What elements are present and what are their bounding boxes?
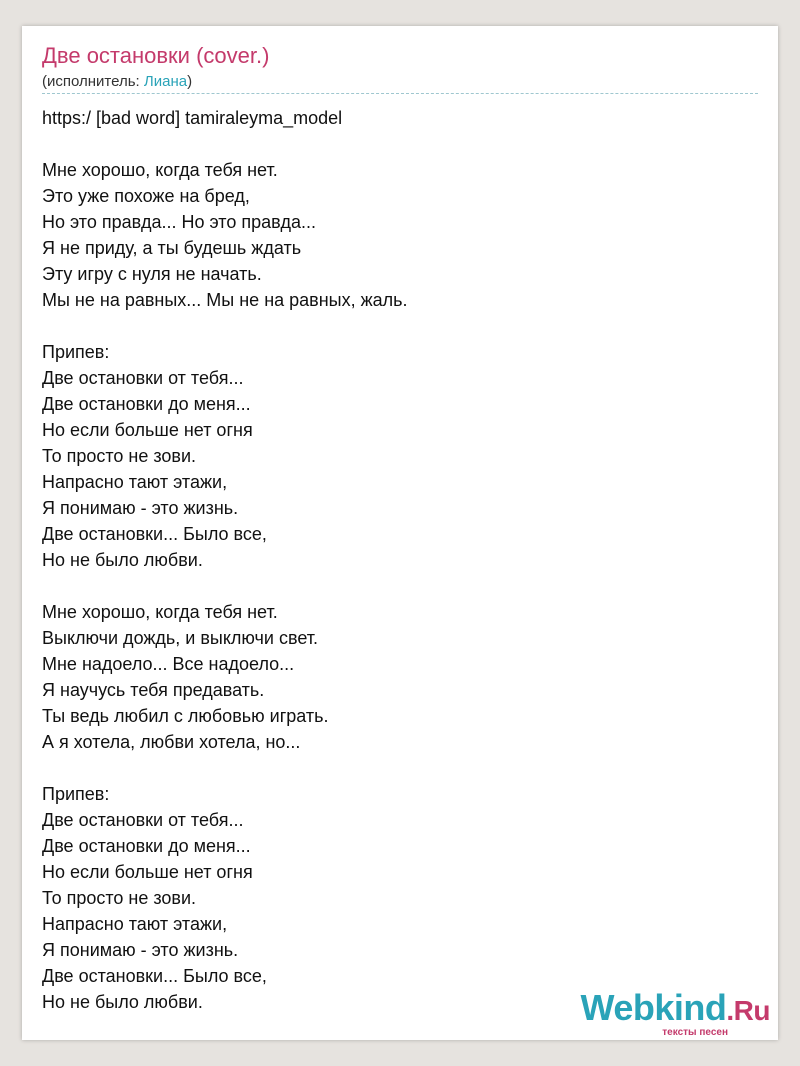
song-title: Две остановки (cover.) xyxy=(42,43,270,68)
lyric-line: Две остановки от тебя... xyxy=(42,810,244,830)
lyrics-card xyxy=(22,26,778,1040)
lyric-line: То просто не зови. xyxy=(42,888,197,908)
lyric-line: https:/ [bad word] tamiraleyma_model xyxy=(42,108,343,128)
lyric-line: Но это правда... Но это правда... xyxy=(42,212,316,232)
stanza-gap xyxy=(42,755,408,781)
lyric-line: Две остановки от тебя... xyxy=(42,368,244,388)
lyric-line: Я понимаю - это жизнь. xyxy=(42,498,239,518)
stanza-gap xyxy=(42,573,408,599)
lyric-line: Но если больше нет огня xyxy=(42,420,253,440)
logo-subtitle: тексты песен xyxy=(662,1027,728,1038)
lyric-line: Выключи дождь, и выключи свет. xyxy=(42,628,318,648)
lyric-line: Эту игру с нуля не начать. xyxy=(42,264,262,284)
logo-wordmark xyxy=(580,987,770,1029)
artist-line xyxy=(42,73,192,90)
lyric-line: То просто не зови. xyxy=(42,446,197,466)
lyric-line: Две остановки... Было все, xyxy=(42,966,267,986)
lyric-line: А я хотела, любви хотела, но... xyxy=(42,732,301,752)
lyric-line: Я научусь тебя предавать. xyxy=(42,680,265,700)
lyric-line: Но не было любви. xyxy=(42,550,203,570)
lyric-line: Ты ведь любил с любовью играть. xyxy=(42,706,329,726)
lyrics-text xyxy=(42,105,408,1015)
lyric-line: Но не было любви. xyxy=(42,992,203,1012)
lyric-line: Я понимаю - это жизнь. xyxy=(42,940,239,960)
lyric-line: Мне хорошо, когда тебя нет. xyxy=(42,602,278,622)
lyric-line: Припев: xyxy=(42,784,110,804)
artist-suffix: ) xyxy=(187,73,193,90)
lyric-line: Я не приду, а ты будешь ждать xyxy=(42,238,302,258)
lyric-line: Напрасно тают этажи, xyxy=(42,472,228,492)
lyric-line: Мы не на равных... Мы не на равных, жаль. xyxy=(42,290,408,310)
lyric-line: Мне надоело... Все надоело... xyxy=(42,654,295,674)
stanza-gap xyxy=(42,131,408,157)
stanza-gap xyxy=(42,313,408,339)
artist-link[interactable]: Лиана xyxy=(143,73,188,90)
artist-prefix: (исполнитель: xyxy=(42,73,144,90)
lyric-line: Припев: xyxy=(42,342,110,362)
title-divider xyxy=(42,93,758,94)
logo-tld: .Ru xyxy=(726,995,770,1026)
lyric-line: Это уже похоже на бред, xyxy=(42,186,250,206)
site-logo[interactable] xyxy=(580,987,770,1038)
lyric-line: Но если больше нет огня xyxy=(42,862,253,882)
lyric-line: Напрасно тают этажи, xyxy=(42,914,228,934)
lyric-line: Мне хорошо, когда тебя нет. xyxy=(42,160,278,180)
lyric-line: Две остановки до меня... xyxy=(42,394,251,414)
lyric-line: Две остановки... Было все, xyxy=(42,524,267,544)
logo-main-text: Webkind xyxy=(580,987,727,1028)
lyric-line: Две остановки до меня... xyxy=(42,836,251,856)
